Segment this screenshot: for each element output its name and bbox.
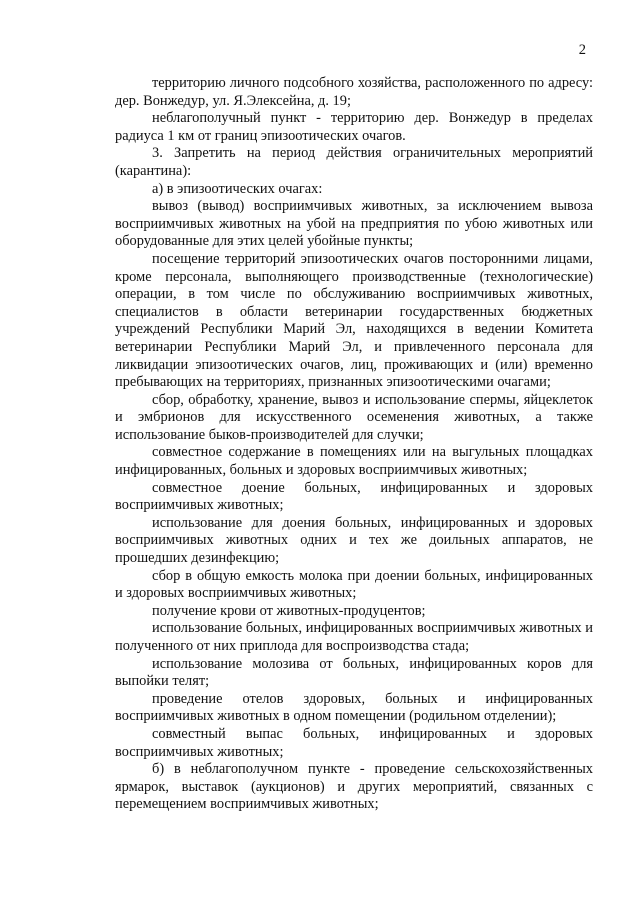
paragraph-14: использование молозива от больных, инфицированных коров для выпойки телят; <box>115 655 593 690</box>
document-body <box>115 75 593 814</box>
paragraph-1: территорию личного подсобного хозяйства, расположенного по адресу: дер. Вонжедур, ул. Я.Элексейна, д. 19; <box>115 75 593 109</box>
paragraph-13: использование больных, инфицированных восприимчивых животных и полученного от них приплода для воспроизводства стада; <box>115 620 593 654</box>
paragraph-17: б) в неблагополучном пункте - проведение сельскохозяйственных ярмарок, выставок (аукционов) и других мероприятий, связанных с перемещением восприимчивых животных; <box>115 761 593 813</box>
page-number: 2 <box>578 42 586 58</box>
paragraph-6: посещение территорий эпизоотических очагов посторонними лицами, кроме персонала, выполняющего производственные (технологические) операции, в том числе по обслуживанию восприимчивых животных, специалистов в области ветеринарии государственных бюджетных учреждений Республики Марий Эл, находящихся в ведении Комитета ветеринарии Республики Марий Эл, и привлеченного персонала для ликвидации эпизоотических очагов, лиц, проживающих и (или) временно пребывающих на территориях, признанных эпизоотическими очагами; <box>115 250 593 391</box>
paragraph-10: использование для доения больных, инфицированных и здоровых восприимчивых животных одних и тех же доильных аппаратов, не прошедших дезинфекцию; <box>115 514 593 567</box>
paragraph-2: неблагополучный пункт - территорию дер. Вонжедур в пределах радиуса 1 км от границ эпизоотических очагов. <box>115 110 593 144</box>
paragraph-15: проведение отелов здоровых, больных и инфицированных восприимчивых животных в одном помещении (родильном отделении); <box>115 690 593 725</box>
paragraph-11: сбор в общую емкость молока при доении больных, инфицированных и здоровых восприимчивых животных; <box>115 567 593 602</box>
paragraph-7: сбор, обработку, хранение, вывоз и использование спермы, яйцеклеток и эмбрионов для искусственного осеменения животных, а также использование быков-производителей для случки; <box>115 391 593 443</box>
paragraph-5: вывоз (вывод) восприимчивых животных, за исключением вывоза восприимчивых животных на убой на предприятия по убою животных или оборудованные для этих целей убойные пункты; <box>115 198 593 250</box>
paragraph-8: совместное содержание в помещениях или на выгульных площадках инфицированных, больных и здоровых восприимчивых животных; <box>115 444 593 479</box>
paragraph-12: получение крови от животных-продуцентов; <box>152 602 426 619</box>
paragraph-3: 3. Запретить на период действия ограничительных мероприятий (карантина): <box>115 145 593 179</box>
paragraph-16: совместный выпас больных, инфицированных и здоровых восприимчивых животных; <box>115 725 593 760</box>
paragraph-4: а) в эпизоотических очагах: <box>152 180 323 197</box>
paragraph-9: совместное доение больных, инфицированных и здоровых восприимчивых животных; <box>115 479 593 514</box>
